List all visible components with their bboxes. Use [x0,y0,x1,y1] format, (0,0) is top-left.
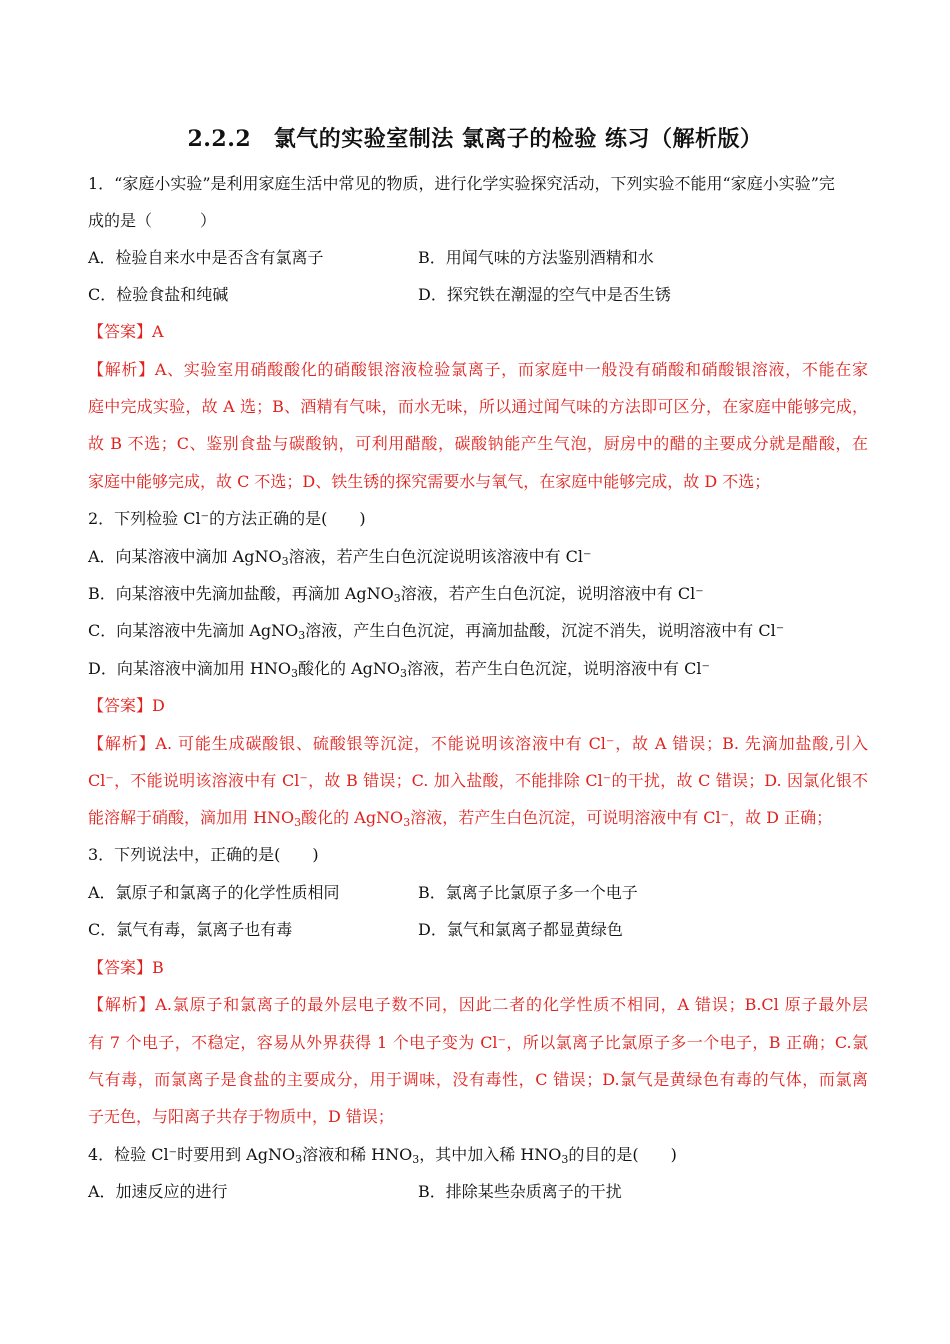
q2-option-a: A．向某溶液中滴加 AgNO$_3$溶液，若产生白色沉淀说明该溶液中有 Cl⁻ [88,547,592,568]
q1-answer: 【答案】A [88,322,164,341]
q2-answer: 【答案】D [88,696,165,715]
q3-stem: 3．下列说法中，正确的是( ) [88,845,319,864]
q3-option-d: D．氯气和氯离子都显黄绿色 [418,920,623,939]
q2-option-b: B．向某溶液中先滴加盐酸，再滴加 AgNO$_3$溶液，若产生白色沉淀，说明溶液中有 Cl⁻ [88,584,704,605]
q1-stem-line-2: 成的是（ ） [88,211,217,230]
q2-explanation-line-2: Cl⁻，不能说明该溶液中有 Cl⁻，故 B 错误；C. 加入盐酸，不能排除 Cl⁻的干扰，故 C 错误；D. 因氯化银不 [88,771,868,790]
q3-answer: 【答案】B [88,958,164,977]
q3-explanation-line-3: 气有毒，而氯离子是食盐的主要成分，用于调味，没有毒性，C 错误；D.氯气是黄绿色有毒的气体，而氯离 [88,1070,868,1089]
q2-explanation-line-3: 能溶解于硝酸，滴加用 $HNO_3$酸化的 AgNO$_3$溶液，若产生白色沉淀，可说明溶液中有 Cl⁻，故 D 正确； [88,808,833,829]
q3-options-row-1 [88,881,868,905]
page-title: 2.2.2 氯气的实验室制法 氯离子的检验 练习（解析版） [187,126,763,152]
q3-explanation-line-1: 【解析】A.氯原子和氯离子的最外层电子数不同，因此二者的化学性质不相同，A 错误；B.Cl 原子最外层 [88,995,868,1014]
q1-options-row-1 [88,246,868,270]
q1-option-d: D．探究铁在潮湿的空气中是否生锈 [418,285,671,304]
q2-stem: 2．下列检验 Cl⁻的方法正确的是( ) [88,509,366,528]
q3-options-row-2 [88,918,868,942]
q1-explanation-line-4: 家庭中能够完成，故 C 不选；D、铁生锈的探究需要水与氧气，在家庭中能够完成，故 D 不选； [88,472,771,491]
q1-option-a: A．检验自来水中是否含有氯离子 [88,248,324,267]
q4-options-row-1 [88,1180,868,1204]
q1-option-c: C．检验食盐和纯碱 [88,285,229,304]
q1-explanation-line-1: 【解析】A、实验室用硝酸酸化的硝酸银溶液检验氯离子，而家庭中一般没有硝酸和硝酸银溶液，不能在家 [88,360,868,379]
q1-options-row-2 [88,283,868,307]
q3-explanation-line-4: 子无色，与阳离子共存于物质中，D 错误； [88,1107,394,1126]
q1-explanation-line-2: 庭中完成实验，故 A 选；B、酒精有气味，而水无味，所以通过闻气味的方法即可区分，在家庭中能够完成， [88,397,868,416]
q4-option-a: A．加速反应的进行 [88,1182,228,1201]
q1-option-b: B．用闻气味的方法鉴别酒精和水 [418,248,654,267]
q1-explanation-line-3: 故 B 不选；C、鉴别食盐与碳酸钠，可利用醋酸，碳酸钠能产生气泡，厨房中的醋的主要成分就是醋酸，在 [88,434,868,453]
q4-option-b: B．排除某些杂质离子的干扰 [418,1182,622,1201]
q1-stem-line-1: 1．“家庭小实验”是利用家庭生活中常见的物质，进行化学实验探究活动，下列实验不能用“家庭小实验”完 [88,174,835,193]
q2-option-d: D．向某溶液中滴加用 $HNO_3$酸化的 AgNO$_3$溶液，若产生白色沉淀，说明溶液中有 Cl⁻ [88,659,710,680]
q2-option-c: C．向某溶液中先滴加 AgNO$_3$溶液，产生白色沉淀，再滴加盐酸，沉淀不消失，说明溶液中有 Cl⁻ [88,621,785,642]
q4-stem: 4．检验 Cl⁻时要用到 AgNO$_3$溶液和稀 $HNO_3$，其中加入稀 $HNO_3$的目的是( ) [88,1145,677,1166]
q3-option-c: C．氯气有毒，氯离子也有毒 [88,920,293,939]
q3-option-b: B．氯离子比氯原子多一个电子 [418,883,638,902]
q3-explanation-line-2: 有 7 个电子，不稳定，容易从外界获得 1 个电子变为 Cl⁻，所以氯离子比氯原子多一个电子，B 正确；C.氯 [88,1033,868,1052]
q2-explanation-line-1: 【解析】A. 可能生成碳酸银、硫酸银等沉淀，不能说明该溶液中有 Cl⁻，故 A 错误；B. 先滴加盐酸,引入 [88,734,868,753]
q3-option-a: A．氯原子和氯离子的化学性质相同 [88,883,340,902]
